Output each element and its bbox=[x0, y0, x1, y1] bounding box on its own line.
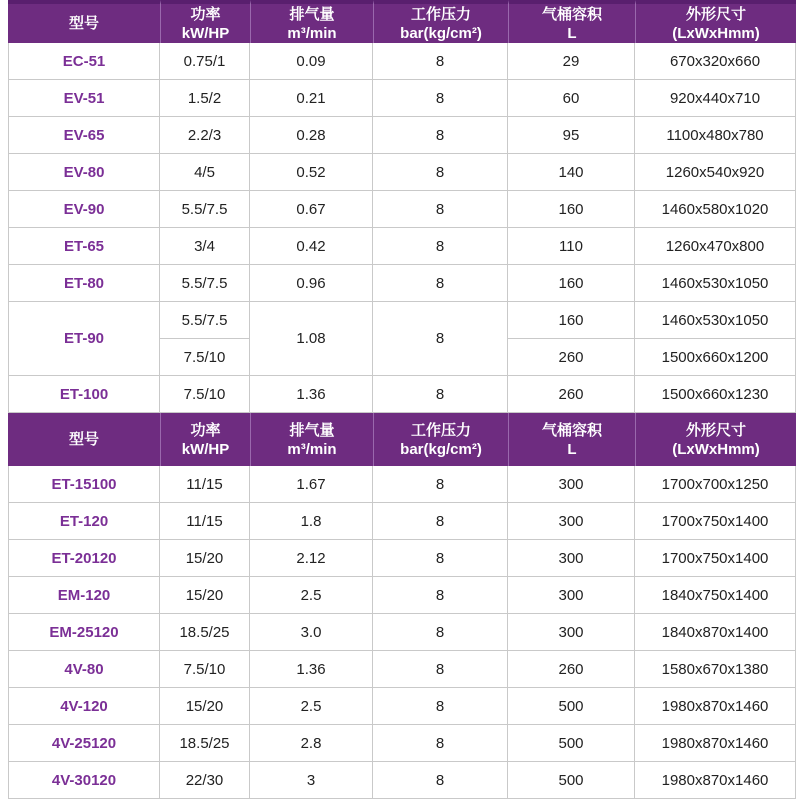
displacement-cell: 1.36 bbox=[250, 651, 373, 688]
table-header-row bbox=[8, 0, 796, 43]
table-row bbox=[8, 43, 796, 80]
power-cell: 5.5/7.5 bbox=[160, 302, 250, 339]
model-cell: 4V-120 bbox=[8, 688, 160, 725]
pressure-cell: 8 bbox=[373, 265, 508, 302]
pressure-cell: 8 bbox=[373, 376, 508, 413]
displacement-cell: 1.67 bbox=[250, 466, 373, 503]
pressure-cell: 8 bbox=[373, 117, 508, 154]
tank-cell: 500 bbox=[508, 725, 635, 762]
displacement-cell: 0.67 bbox=[250, 191, 373, 228]
table-row bbox=[8, 651, 796, 688]
power-cell: 5.5/7.5 bbox=[160, 265, 250, 302]
tank-cell: 260 bbox=[508, 651, 635, 688]
dimensions-cell: 1460x530x1050 bbox=[635, 265, 796, 302]
column-header-displacement bbox=[250, 413, 373, 466]
power-cell: 4/5 bbox=[160, 154, 250, 191]
column-header-line: (LxWxHmm) bbox=[672, 440, 760, 458]
table-row bbox=[8, 688, 796, 725]
model-cell: EV-51 bbox=[8, 80, 160, 117]
dimensions-cell: 1700x750x1400 bbox=[635, 540, 796, 577]
column-header-dimensions bbox=[635, 0, 796, 43]
table-row bbox=[8, 302, 796, 339]
column-header-line: 工作压力 bbox=[410, 5, 471, 23]
column-header-line: 工作压力 bbox=[410, 421, 471, 439]
displacement-cell: 0.28 bbox=[250, 117, 373, 154]
displacement-cell: 0.09 bbox=[250, 43, 373, 80]
dimensions-cell: 670x320x660 bbox=[635, 43, 796, 80]
table-row bbox=[8, 191, 796, 228]
model-cell: ET-65 bbox=[8, 228, 160, 265]
dimensions-cell: 1460x580x1020 bbox=[635, 191, 796, 228]
pressure-cell: 8 bbox=[373, 191, 508, 228]
column-header-line: bar(kg/cm²) bbox=[400, 440, 482, 458]
column-header-line: 功率 bbox=[190, 5, 221, 23]
displacement-cell: 2.8 bbox=[250, 725, 373, 762]
power-cell: 22/30 bbox=[160, 762, 250, 799]
pressure-cell: 8 bbox=[373, 614, 508, 651]
power-cell: 5.5/7.5 bbox=[160, 191, 250, 228]
table-row bbox=[8, 725, 796, 762]
table-row bbox=[8, 503, 796, 540]
pressure-cell: 8 bbox=[373, 466, 508, 503]
power-cell: 18.5/25 bbox=[160, 614, 250, 651]
compressor-spec-table bbox=[8, 0, 796, 799]
tank-cell: 300 bbox=[508, 466, 635, 503]
tank-cell: 60 bbox=[508, 80, 635, 117]
power-cell: 1.5/2 bbox=[160, 80, 250, 117]
displacement-cell: 1.36 bbox=[250, 376, 373, 413]
displacement-cell: 0.42 bbox=[250, 228, 373, 265]
column-header-power bbox=[160, 0, 250, 43]
model-cell: EV-80 bbox=[8, 154, 160, 191]
column-header-line: 气桶容积 bbox=[541, 421, 602, 439]
table-header-row bbox=[8, 413, 796, 466]
dimensions-cell: 1500x660x1230 bbox=[635, 376, 796, 413]
dimensions-cell: 1980x870x1460 bbox=[635, 688, 796, 725]
pressure-cell: 8 bbox=[373, 228, 508, 265]
model-cell: EM-25120 bbox=[8, 614, 160, 651]
model-cell: EV-65 bbox=[8, 117, 160, 154]
tank-cell: 300 bbox=[508, 614, 635, 651]
tank-cell: 160 bbox=[508, 302, 635, 339]
model-cell: ET-15100 bbox=[8, 466, 160, 503]
table-row bbox=[8, 228, 796, 265]
pressure-cell: 8 bbox=[373, 503, 508, 540]
tank-cell: 160 bbox=[508, 265, 635, 302]
displacement-cell: 1.08 bbox=[250, 302, 373, 376]
power-cell: 15/20 bbox=[160, 540, 250, 577]
power-cell: 18.5/25 bbox=[160, 725, 250, 762]
tank-cell: 300 bbox=[508, 540, 635, 577]
column-header-line: L bbox=[567, 440, 577, 458]
model-cell: ET-20120 bbox=[8, 540, 160, 577]
power-cell: 15/20 bbox=[160, 688, 250, 725]
dimensions-cell: 1260x540x920 bbox=[635, 154, 796, 191]
model-cell: EC-51 bbox=[8, 43, 160, 80]
table-row bbox=[8, 466, 796, 503]
dimensions-cell: 1980x870x1460 bbox=[635, 762, 796, 799]
model-cell: ET-90 bbox=[8, 302, 160, 376]
model-cell: 4V-25120 bbox=[8, 725, 160, 762]
model-cell: EV-90 bbox=[8, 191, 160, 228]
displacement-cell: 2.12 bbox=[250, 540, 373, 577]
column-header-line: 型号 bbox=[68, 431, 99, 448]
tank-cell: 300 bbox=[508, 503, 635, 540]
dimensions-cell: 1460x530x1050 bbox=[635, 302, 796, 339]
column-header-line: bar(kg/cm²) bbox=[400, 24, 482, 42]
table-row bbox=[8, 265, 796, 302]
tank-cell: 260 bbox=[508, 376, 635, 413]
dimensions-cell: 920x440x710 bbox=[635, 80, 796, 117]
dimensions-cell: 1580x670x1380 bbox=[635, 651, 796, 688]
column-header-line: m³/min bbox=[287, 440, 337, 458]
displacement-cell: 2.5 bbox=[250, 577, 373, 614]
column-header-line: L bbox=[567, 24, 577, 42]
displacement-cell: 3.0 bbox=[250, 614, 373, 651]
displacement-cell: 0.21 bbox=[250, 80, 373, 117]
pressure-cell: 8 bbox=[373, 43, 508, 80]
pressure-cell: 8 bbox=[373, 762, 508, 799]
tank-cell: 260 bbox=[508, 339, 635, 376]
column-header-line: 外形尺寸 bbox=[685, 5, 746, 23]
tank-cell: 500 bbox=[508, 762, 635, 799]
dimensions-cell: 1980x870x1460 bbox=[635, 725, 796, 762]
column-header-dimensions bbox=[635, 413, 796, 466]
model-cell: ET-120 bbox=[8, 503, 160, 540]
pressure-cell: 8 bbox=[373, 651, 508, 688]
power-cell: 7.5/10 bbox=[160, 651, 250, 688]
pressure-cell: 8 bbox=[373, 577, 508, 614]
column-header-line: 气桶容积 bbox=[541, 5, 602, 23]
tank-cell: 500 bbox=[508, 688, 635, 725]
column-header-line: 排气量 bbox=[289, 421, 335, 439]
tank-cell: 29 bbox=[508, 43, 635, 80]
dimensions-cell: 1100x480x780 bbox=[635, 117, 796, 154]
column-header-line: (LxWxHmm) bbox=[672, 24, 760, 42]
table-row bbox=[8, 762, 796, 799]
pressure-cell: 8 bbox=[373, 80, 508, 117]
model-cell: 4V-30120 bbox=[8, 762, 160, 799]
pressure-cell: 8 bbox=[373, 725, 508, 762]
model-cell: EM-120 bbox=[8, 577, 160, 614]
column-header-line: 型号 bbox=[68, 15, 99, 32]
table-row bbox=[8, 80, 796, 117]
dimensions-cell: 1260x470x800 bbox=[635, 228, 796, 265]
table-row bbox=[8, 376, 796, 413]
dimensions-cell: 1700x750x1400 bbox=[635, 503, 796, 540]
tank-cell: 95 bbox=[508, 117, 635, 154]
pressure-cell: 8 bbox=[373, 154, 508, 191]
power-cell: 7.5/10 bbox=[160, 339, 250, 376]
dimensions-cell: 1840x750x1400 bbox=[635, 577, 796, 614]
column-header-pressure bbox=[373, 0, 508, 43]
column-header-displacement bbox=[250, 0, 373, 43]
power-cell: 3/4 bbox=[160, 228, 250, 265]
column-header-model bbox=[8, 413, 160, 466]
table-row bbox=[8, 540, 796, 577]
column-header-line: 外形尺寸 bbox=[685, 421, 746, 439]
table-row bbox=[8, 154, 796, 191]
column-header-line: 排气量 bbox=[289, 5, 335, 23]
displacement-cell: 0.96 bbox=[250, 265, 373, 302]
power-cell: 15/20 bbox=[160, 577, 250, 614]
column-header-pressure bbox=[373, 413, 508, 466]
tank-cell: 110 bbox=[508, 228, 635, 265]
column-header-model bbox=[8, 0, 160, 43]
dimensions-cell: 1840x870x1400 bbox=[635, 614, 796, 651]
dimensions-cell: 1500x660x1200 bbox=[635, 339, 796, 376]
column-header-line: m³/min bbox=[287, 24, 337, 42]
column-header-line: kW/HP bbox=[181, 24, 230, 42]
model-cell: ET-80 bbox=[8, 265, 160, 302]
table-row bbox=[8, 614, 796, 651]
power-cell: 11/15 bbox=[160, 503, 250, 540]
pressure-cell: 8 bbox=[373, 302, 508, 376]
model-cell: ET-100 bbox=[8, 376, 160, 413]
power-cell: 7.5/10 bbox=[160, 376, 250, 413]
tank-cell: 160 bbox=[508, 191, 635, 228]
table-row bbox=[8, 577, 796, 614]
model-cell: 4V-80 bbox=[8, 651, 160, 688]
table-row bbox=[8, 117, 796, 154]
pressure-cell: 8 bbox=[373, 688, 508, 725]
tank-cell: 300 bbox=[508, 577, 635, 614]
dimensions-cell: 1700x700x1250 bbox=[635, 466, 796, 503]
column-header-tank bbox=[508, 0, 635, 43]
power-cell: 11/15 bbox=[160, 466, 250, 503]
column-header-power bbox=[160, 413, 250, 466]
column-header-line: 功率 bbox=[190, 421, 221, 439]
displacement-cell: 2.5 bbox=[250, 688, 373, 725]
power-cell: 0.75/1 bbox=[160, 43, 250, 80]
column-header-line: kW/HP bbox=[181, 440, 230, 458]
tank-cell: 140 bbox=[508, 154, 635, 191]
displacement-cell: 1.8 bbox=[250, 503, 373, 540]
displacement-cell: 3 bbox=[250, 762, 373, 799]
column-header-tank bbox=[508, 413, 635, 466]
power-cell: 2.2/3 bbox=[160, 117, 250, 154]
pressure-cell: 8 bbox=[373, 540, 508, 577]
displacement-cell: 0.52 bbox=[250, 154, 373, 191]
